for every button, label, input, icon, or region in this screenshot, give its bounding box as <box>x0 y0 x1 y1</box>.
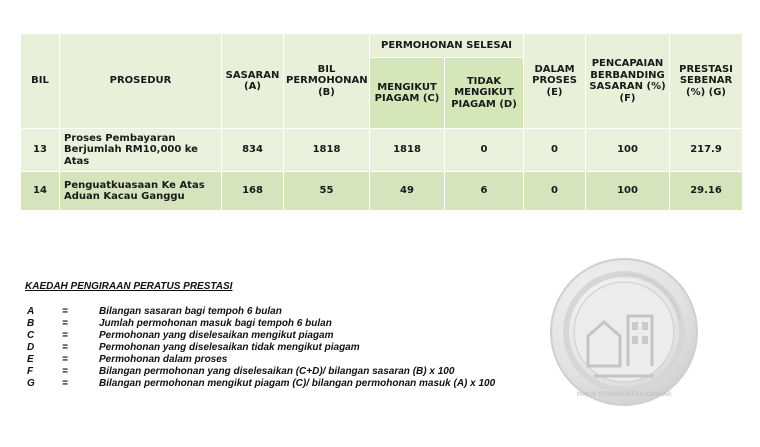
legend-key: B <box>27 318 35 329</box>
legend-equals: = <box>62 342 68 353</box>
cell-tidak-mengikut: 0 <box>445 129 524 172</box>
legend-desc: Permohonan yang diselesaikan tidak mengikut piagam <box>99 342 360 353</box>
legend-key: D <box>27 342 35 353</box>
cell-prosedur: Penguatkuasaan Ke Atas Aduan Kacau Ganggu <box>60 172 222 211</box>
performance-table <box>20 33 743 211</box>
header-dalam-proses: DALAM PROSES (E) <box>524 34 586 129</box>
legend-equals: = <box>62 366 68 377</box>
cell-pencapaian: 100 <box>586 172 670 211</box>
legend-title: KAEDAH PENGIRAAN PERATUS PRESTASI <box>25 281 233 292</box>
header-permohonan-selesai: PERMOHONAN SELESAI <box>370 34 524 58</box>
cell-dalam-proses: 0 <box>524 129 586 172</box>
cell-bil-permohonan: 55 <box>284 172 370 211</box>
legend-equals: = <box>62 354 68 365</box>
header-bil-permohonan: BIL PERMOHONAN (B) <box>284 34 370 129</box>
cell-prosedur: Proses Pembayaran Berjumlah RM10,000 ke Atas <box>60 129 222 172</box>
header-mengikut-piagam: MENGIKUT PIAGAM (C) <box>370 58 445 129</box>
legend-desc: Bilangan permohonan mengikut piagam (C)/ bilangan permohonan masuk (A) x 100 <box>99 378 496 389</box>
legend-desc: Bilangan permohonan yang diselesaikan (C+D)/ bilangan sasaran (B) x 100 <box>99 366 455 377</box>
table-row <box>21 129 743 172</box>
cell-bil-permohonan: 1818 <box>284 129 370 172</box>
cell-bil: 13 <box>21 129 60 172</box>
cell-sasaran: 168 <box>222 172 284 211</box>
legend-equals: = <box>62 378 68 389</box>
legend-desc: Permohonan yang diselesaikan mengikut piagam <box>99 330 334 341</box>
header-pencapaian: PENCAPAIAN BERBANDING SASARAN (%) (F) <box>586 34 670 129</box>
table-row <box>21 172 743 211</box>
header-prosedur: PROSEDUR <box>60 34 222 129</box>
legend-equals: = <box>62 306 68 317</box>
cell-bil: 14 <box>21 172 60 211</box>
municipal-seal-icon <box>548 256 700 408</box>
cell-pencapaian: 100 <box>586 129 670 172</box>
header-sasaran: SASARAN (A) <box>222 34 284 129</box>
seal-text: MAJLIS PERBANDARAN KANGAR <box>576 391 672 398</box>
legend-equals: = <box>62 318 68 329</box>
header-prestasi: PRESTASI SEBENAR (%) (G) <box>670 34 743 129</box>
cell-dalam-proses: 0 <box>524 172 586 211</box>
legend-desc: Bilangan sasaran bagi tempoh 6 bulan <box>99 306 282 317</box>
header-bil: BIL <box>21 34 60 129</box>
legend-key: F <box>27 366 34 377</box>
legend-key: A <box>27 306 35 317</box>
cell-mengikut: 1818 <box>370 129 445 172</box>
cell-prestasi: 29.16 <box>670 172 743 211</box>
legend-key: C <box>27 330 35 341</box>
legend-desc: Jumlah permohonan masuk bagi tempoh 6 bulan <box>99 318 332 329</box>
cell-prestasi: 217.9 <box>670 129 743 172</box>
legend-equals: = <box>62 330 68 341</box>
legend-desc: Permohonan dalam proses <box>99 354 228 365</box>
cell-mengikut: 49 <box>370 172 445 211</box>
cell-tidak-mengikut: 6 <box>445 172 524 211</box>
legend-key: E <box>27 354 34 365</box>
cell-sasaran: 834 <box>222 129 284 172</box>
legend-key: G <box>27 378 35 389</box>
header-tidak-mengikut-piagam: TIDAK MENGIKUT PIAGAM (D) <box>445 58 524 129</box>
